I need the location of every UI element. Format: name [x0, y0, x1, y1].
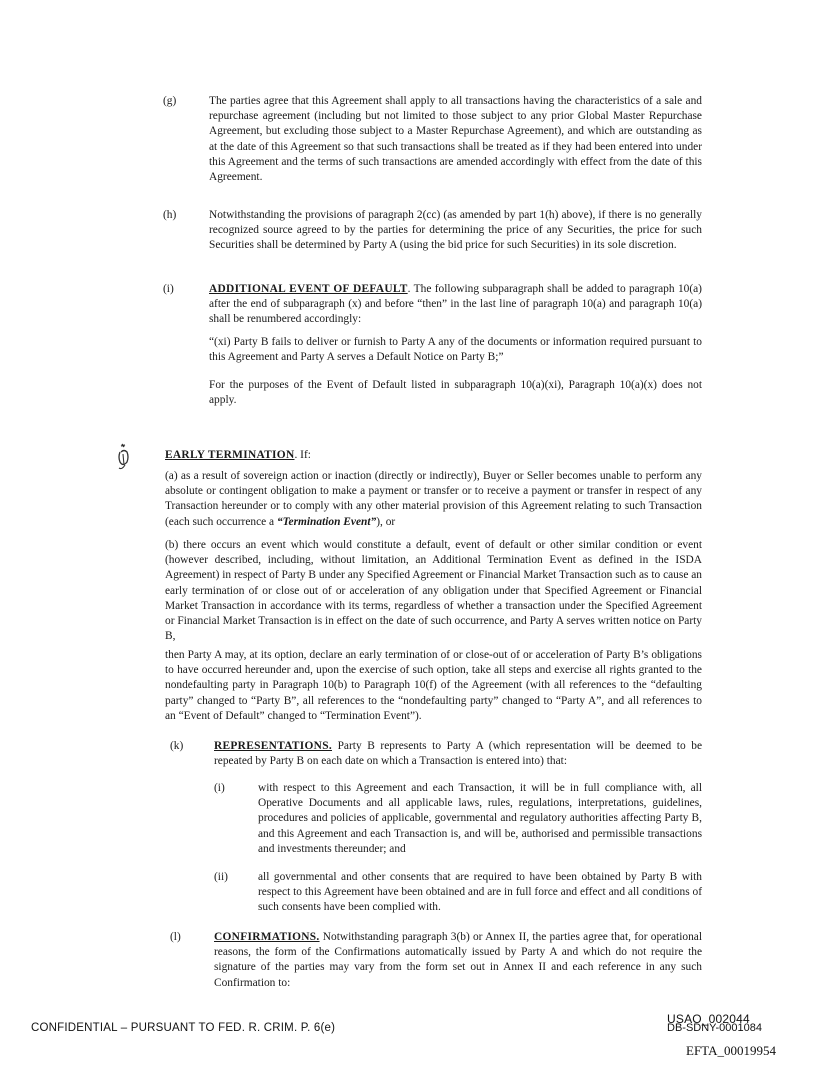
section-i-text: . The following subparagraph shall be added to paragraph 10(a) after the end of subparagraph (x) and before “then” in the last line of paragraph 10(a) and paragraph 10(a) shall be renumbered accordingly: [209, 283, 702, 326]
section-j-a-text: (a) as a result of sovereign action or inaction (directly or indirectly), Buyer or Seller becomes unable to perform any absolute or contingent obligation to make a payment or transfer or to receive a payment or transfer in respect of any Transaction hereunder or to comply with any other material provision of this Agreement relating to such Transaction (each such occurrence a [165, 470, 702, 528]
section-k-heading: REPRESENTATIONS. [214, 740, 332, 752]
section-j-heading: EARLY TERMINATION [165, 449, 295, 461]
section-k-item-text: with respect to this Agreement and each Transaction, it will be in full compliance with, all Operative Documents and all applicable laws, rules, regulations, interpretations, guidelines, procedures and policies of applicable, governmental and regulatory authorities affecting Party B, and this Agreement and each Transaction is, and will be, authorised and permissible transactions and investments thereunder; and [258, 782, 702, 855]
section-i-note: For the purposes of the Event of Default listed in subparagraph 10(a)(xi), Paragraph 10(a)(x) does not apply. [209, 379, 702, 407]
section-i-paragraph [209, 282, 702, 328]
section-g-text: The parties agree that this Agreement shall apply to all transactions having the characteristics of a sale and repurchase agreement (including but not limited to those subject to any prior Global Master Repurchase Agreement, but excluding those subject to a Master Repurchase Agreement), and which are outstanding as at the date of this Agreement so that such transactions shall be treated as if they had been entered into under this Agreement and the terms of such transactions are amended accordingly with effect from the date of this Agreement. [209, 95, 702, 184]
section-h-label: (h) [163, 209, 177, 221]
section-j-then-text: then Party A may, at its option, declare an early termination of or close-out of or acceleration of Party B’s obligations to have occurred hereunder and, upon the exercise of such option, take all steps and exercise all rights granted to the nondefaulting party in Paragraph 10(b) to Paragraph 10(f) of the Agreement (with all references to the “defaulting party” changed to “Party B”, all references to the “nondefaulting party” changed to “Party A”, and all references to an “Event of Default” changed to “Termination Event”). [165, 649, 702, 722]
section-i-quote: “(xi) Party B fails to deliver or furnish to Party A any of the documents or information required pursuant to this Agreement and Party A serves a Default Notice on Party B;” [209, 336, 702, 364]
section-i-label: (i) [163, 283, 174, 295]
section-k-item-text: all governmental and other consents that are required to have been obtained by Party B with respect to this Agreement have been obtained and are in full force and effect and all conditions of such consents have been complied with. [258, 871, 702, 914]
section-j-heading-line [165, 448, 702, 463]
bates-usao: USAO_002044 [667, 1012, 750, 1026]
section-k-item-label: (i) [214, 782, 225, 794]
efta-number: EFTA_00019954 [686, 1043, 776, 1058]
section-l-label: (l) [170, 931, 181, 943]
section-i-heading: ADDITIONAL EVENT OF DEFAULT [209, 283, 408, 295]
section-k-label: (k) [170, 740, 184, 752]
section-k-paragraph [214, 739, 702, 769]
section-k-item-label: (ii) [214, 871, 228, 883]
section-j-b-text: (b) there occurs an event which would constitute a default, event of default or other similar condition or event (however described, including, without limitation, an Additional Termination Event as defined in the ISDA Agreement) in respect of Party B under any Specified Agreement or Financial Market Transaction such as to cause an early termination of or close out of or acceleration of any obligation under that Specified Agreement or Financial Market Transaction in accordance with its terms, regardless of whether a transaction under the Specified Agreement or Financial Market Transaction is in effect on the date of such occurrence, and Party A serves written notice on Party B, [165, 539, 702, 643]
section-l-text: Notwithstanding paragraph 3(b) or Annex II, the parties agree that, for operational reasons, the form of the Confirmations automatically issued by Party A and which do not require the signature of the parties may vary from the form set out in Annex II and each reference in any such Confirmation to: [214, 931, 702, 989]
section-j-a-tail: ), or [376, 515, 396, 528]
section-g-label: (g) [163, 95, 177, 107]
handwritten-mark-icon [116, 443, 132, 473]
section-j-heading-tail: . If: [294, 449, 311, 461]
section-j-a-paragraph [165, 469, 702, 530]
section-k-text: Party B represents to Party A (which representation will be deemed to be repeated by Party B on each date on which a Transaction is entered into) that: [214, 740, 702, 768]
section-j-a-term: “Termination Event” [276, 515, 377, 528]
section-h-text: Notwithstanding the provisions of paragraph 2(cc) (as amended by part 1(h) above), if there is no generally recognized source agreed to by the parties for determining the price of any Securities, the price for such Securities shall be determined by Party A (using the bid price for such Securities) in its sole discretion. [209, 209, 702, 252]
section-l-heading: CONFIRMATIONS. [214, 931, 320, 943]
section-l-paragraph [214, 930, 702, 991]
confidential-footer: CONFIDENTIAL – PURSUANT TO FED. R. CRIM. P. 6(e) [31, 1022, 336, 1034]
bates-db: DB-SDNY-0001084 [667, 1022, 762, 1034]
